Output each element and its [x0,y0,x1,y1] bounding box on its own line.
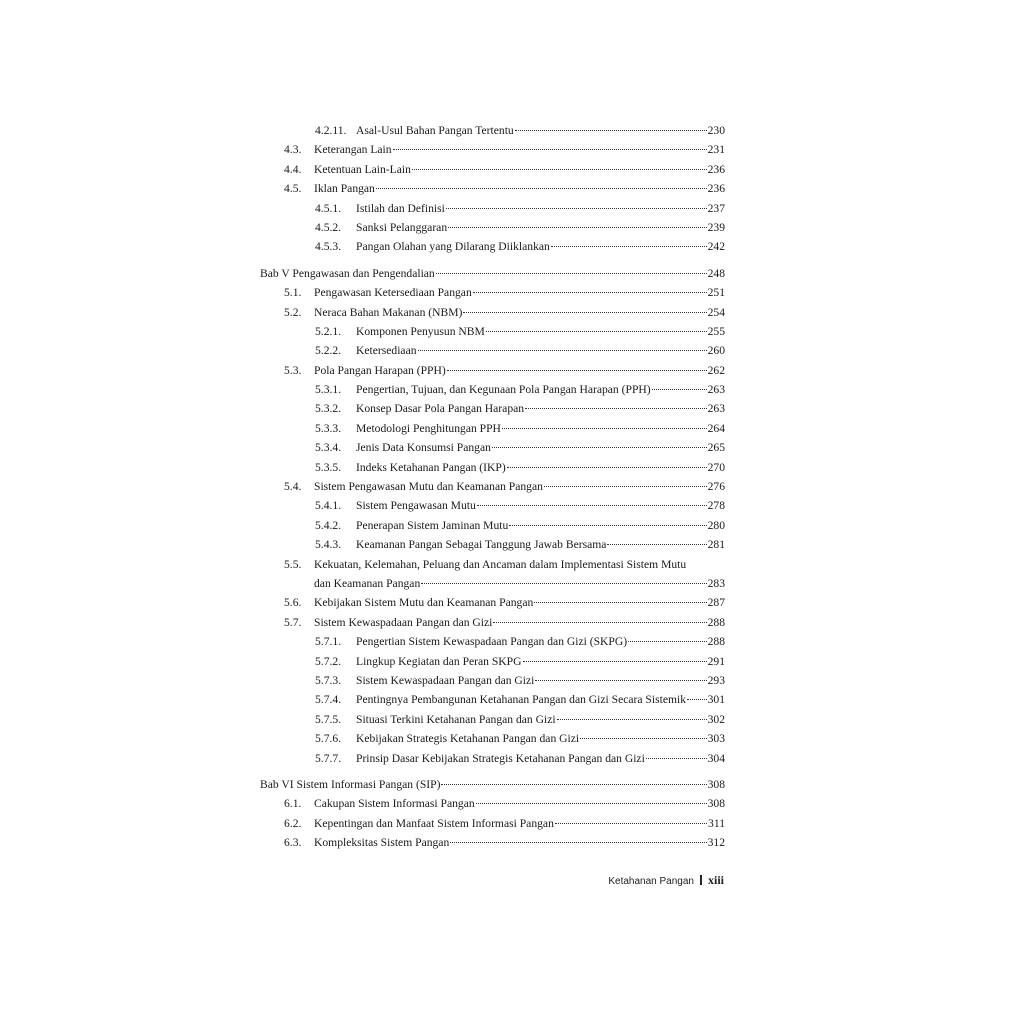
toc-entry-title: Keterangan Lain [314,143,392,157]
toc-entry-title: Keamanan Pangan Sebagai Tanggung Jawab Bersama [356,538,607,552]
toc-entry-page: 236 [707,162,725,176]
toc-entry-title: Iklan Pangan [314,182,375,196]
toc-entry-number: 4.5. [284,182,302,196]
toc-entry[interactable] [260,496,725,515]
toc-entry-title: Kekuatan, Kelemahan, Peluang dan Ancaman dalam Implementasi Sistem Mutu [314,557,687,571]
toc-entry-title: Kompleksitas Sistem Pangan [314,836,450,850]
toc-entry-number: 5.7.7. [315,751,342,765]
dot-leader [687,699,707,700]
dot-leader [493,622,706,623]
toc-entry-number: 5.2. [284,305,302,319]
toc-entry-number: 5.4.3. [315,538,342,552]
toc-entry[interactable] [260,516,725,535]
toc-entry-number: 4.2.11. [315,124,347,137]
dot-leader [448,227,706,228]
toc-entry-title: Lingkup Kegiatan dan Peran SKPG [356,654,522,668]
toc-entry-number: 4.4. [284,162,302,176]
toc-entry[interactable] [260,380,725,399]
toc-entry[interactable] [260,555,725,594]
toc-entry-title-continued: dan Keamanan Pangan [314,576,421,590]
dot-leader [463,312,706,313]
toc-entry[interactable] [260,438,725,457]
toc-entry[interactable] [260,477,725,496]
toc-entry-page: 291 [707,654,725,668]
toc-entry-title: Situasi Terkini Ketahanan Pangan dan Gizi [356,712,556,726]
toc-entry-number: 5.4. [284,480,302,494]
toc-entry-page: 264 [707,421,725,435]
dot-leader [446,208,707,209]
toc-entry[interactable] [260,632,725,651]
toc-entry-title: Sistem Kewaspadaan Pangan dan Gizi [356,673,535,687]
toc-entry-title: Pengertian Sistem Kewaspadaan Pangan dan Gizi (SKPG) [356,635,628,649]
toc-entry-title: Pola Pangan Harapan (PPH) [314,363,446,377]
toc-entry-page: 254 [707,305,725,319]
toc-entry-title: Prinsip Dasar Kebijakan Strategis Ketahanan Pangan dan Gizi [356,751,645,765]
dot-leader [652,389,707,390]
toc-entry-page: 308 [707,797,725,811]
toc-entry-title: Sistem Kewaspadaan Pangan dan Gizi [314,615,493,629]
toc-entry-title: Sistem Pengawasan Mutu [356,499,476,513]
toc-entry[interactable] [260,690,725,709]
toc-entry-title: Jenis Data Konsumsi Pangan [356,441,491,455]
page-number: xiii [707,873,724,887]
toc-entry-title: Pentingnya Pembangunan Ketahanan Pangan dan Gizi Secara Sistemik [356,693,687,707]
toc-entry-page: 278 [707,499,725,513]
toc-entry-page: 230 [707,124,725,137]
toc-entry[interactable] [260,140,725,159]
running-title: Ketahanan Pangan [608,876,694,887]
toc-entry-page: 265 [707,441,725,455]
toc-entry[interactable] [260,322,725,341]
toc-entry-title: Kebijakan Sistem Mutu dan Keamanan Pangan [314,596,534,610]
toc-entry-title: Cakupan Sistem Informasi Pangan [314,797,475,811]
toc-entry-number: 5.3. [284,363,302,377]
toc-entry-page: 263 [707,402,725,416]
toc-entry-title: Sanksi Pelanggaran [356,220,448,234]
toc-entry-title: Istilah dan Definisi [356,201,445,215]
toc-entry-page: 280 [707,518,725,532]
toc-entry[interactable] [260,652,725,671]
toc-entry-number: 5.7. [284,615,302,629]
toc-entry-number: 4.5.1. [315,201,342,215]
toc-entry[interactable] [260,160,725,179]
toc-entry[interactable] [260,593,725,612]
toc-entry-page: 287 [707,596,725,610]
toc-entry-number: 4.3. [284,143,302,157]
toc-entry[interactable] [260,710,725,729]
toc-entry[interactable] [260,341,725,360]
toc-entry-number: 4.5.2. [315,220,342,234]
toc-entry-page: 239 [707,220,725,234]
toc-entry[interactable] [260,458,725,477]
toc-entry-title: Metodologi Penghitungan PPH [356,421,501,435]
toc-entry-title: Penerapan Sistem Jaminan Mutu [356,518,509,532]
toc-entry-title: Kebijakan Strategis Ketahanan Pangan dan Gizi [356,732,580,746]
toc-entry[interactable] [260,833,725,852]
toc-entry-number: 5.3.2. [315,402,342,416]
toc-entry-number: 5.7.2. [315,654,342,668]
toc-entry-number: 5.7.5. [315,712,342,726]
toc-entry-number: 5.3.1. [315,383,342,397]
toc-entry-number: 5.3.5. [315,460,342,474]
dot-leader [515,130,707,131]
dot-leader [376,188,707,189]
toc-entry-number: 5.7.4. [315,693,342,707]
dot-leader [393,149,707,150]
dot-leader [525,408,707,409]
toc-entry-title: Bab VI Sistem Informasi Pangan (SIP) [260,777,441,791]
toc-entry[interactable] [260,613,725,632]
toc-entry-page: 242 [707,240,725,254]
dot-leader [486,331,707,332]
toc-entry-number: 5.1. [284,286,302,300]
toc-chapter-entry[interactable] [260,264,725,283]
toc-entry-number: 5.4.2. [315,518,342,532]
toc-entry-page: 304 [707,751,725,765]
toc-entry-title: Pangan Olahan yang Dilarang Diiklankan [356,240,550,254]
toc-entry-page: 276 [707,480,725,494]
toc-entry[interactable] [260,671,725,690]
toc-entry-page: 281 [707,538,725,552]
toc-entry-page: 301 [707,693,725,707]
toc-entry-page: 262 [707,363,725,377]
dot-leader [535,680,706,681]
dot-leader [477,505,707,506]
dot-leader [421,583,706,584]
toc-entry[interactable] [260,218,725,237]
dot-leader [534,602,706,603]
toc-entry-number: 6.3. [284,836,302,850]
toc-entry[interactable] [260,283,725,302]
dot-leader [580,738,707,739]
dot-leader [473,292,707,293]
toc-entry-number: 4.5.3. [315,240,342,254]
toc-entry[interactable] [260,303,725,322]
toc-entry-page: 288 [707,635,725,649]
toc-chapter-entry[interactable] [260,775,725,794]
dot-leader [476,803,707,804]
table-of-contents [260,121,725,852]
dot-leader [450,842,706,843]
page-footer [560,873,724,888]
footer-separator [700,875,702,885]
toc-entry[interactable] [260,794,725,813]
toc-entry-page: 283 [707,576,725,590]
toc-entry-title: Sistem Pengawasan Mutu dan Keamanan Pangan [314,480,543,494]
toc-entry-number: 5.7.1. [315,635,342,649]
dot-leader [507,467,707,468]
dot-leader [607,544,706,545]
toc-entry[interactable] [260,399,725,418]
dot-leader [551,246,707,247]
toc-entry[interactable] [260,361,725,380]
toc-entry-title: Ketersediaan [356,344,417,358]
toc-entry-page: 251 [707,286,725,300]
toc-entry-title: Pengertian, Tujuan, dan Kegunaan Pola Pangan Harapan (PPH) [356,383,651,397]
toc-entry[interactable] [260,814,725,833]
toc-entry-number: 5.3.3. [315,421,342,435]
toc-entry-page: 293 [707,673,725,687]
toc-entry-page: 231 [707,143,725,157]
dot-leader [557,719,707,720]
toc-entry[interactable] [260,237,725,256]
toc-entry-title: Neraca Bahan Makanan (NBM) [314,305,463,319]
dot-leader [544,486,707,487]
toc-entry-number: 6.1. [284,797,302,811]
toc-entry[interactable] [260,419,725,438]
toc-entry-number: 5.6. [284,596,302,610]
dot-leader [418,350,707,351]
toc-entry-title: Bab V Pengawasan dan Pengendalian [260,266,435,280]
dot-leader [441,784,706,785]
toc-entry-title: Asal-Usul Bahan Pangan Tertentu [356,124,514,137]
toc-entry-title: Ketentuan Lain-Lain [314,162,411,176]
dot-leader [555,823,707,824]
toc-entry-page: 312 [707,836,725,850]
dot-leader [412,169,707,170]
toc-entry-title: Kepentingan dan Manfaat Sistem Informasi Pangan [314,816,554,830]
dot-leader [646,758,707,759]
toc-entry-page: 308 [707,777,725,791]
toc-entry-number: 5.3.4. [315,441,342,455]
toc-entry[interactable] [260,121,725,140]
toc-entry[interactable] [260,749,725,768]
toc-entry-page: 248 [707,266,725,280]
toc-entry-page: 270 [707,460,725,474]
toc-entry-page: 263 [707,383,725,397]
toc-entry-number: 5.2.2. [315,344,342,358]
toc-entry-number: 5.2.1. [315,324,342,338]
toc-entry[interactable] [260,179,725,198]
toc-entry-page: 302 [707,712,725,726]
dot-leader [523,661,707,662]
toc-entry-number: 5.4.1. [315,499,342,513]
toc-entry-page: 260 [707,344,725,358]
toc-entry-title: Pengawasan Ketersediaan Pangan [314,286,472,300]
toc-entry[interactable] [260,535,725,554]
dot-leader [502,428,707,429]
dot-leader [436,273,707,274]
toc-entry-number: 6.2. [284,816,302,830]
toc-entry-page: 311 [708,816,725,830]
toc-entry-page: 237 [707,201,725,215]
toc-entry-title: Komponen Penyusun NBM [356,324,485,338]
toc-entry-page: 236 [707,182,725,196]
toc-entry-number: 5.5. [284,557,302,571]
dot-leader [509,525,706,526]
toc-entry-title: Indeks Ketahanan Pangan (IKP) [356,460,506,474]
toc-entry-title: Konsep Dasar Pola Pangan Harapan [356,402,525,416]
toc-entry[interactable] [260,199,725,218]
toc-entry[interactable] [260,729,725,748]
toc-entry-number: 5.7.3. [315,673,342,687]
toc-entry-page: 288 [707,615,725,629]
toc-entry-number: 5.7.6. [315,732,342,746]
toc-entry-page: 255 [707,324,725,338]
dot-leader [628,641,707,642]
dot-leader [447,370,707,371]
toc-entry-page: 303 [707,732,725,746]
dot-leader [492,447,707,448]
